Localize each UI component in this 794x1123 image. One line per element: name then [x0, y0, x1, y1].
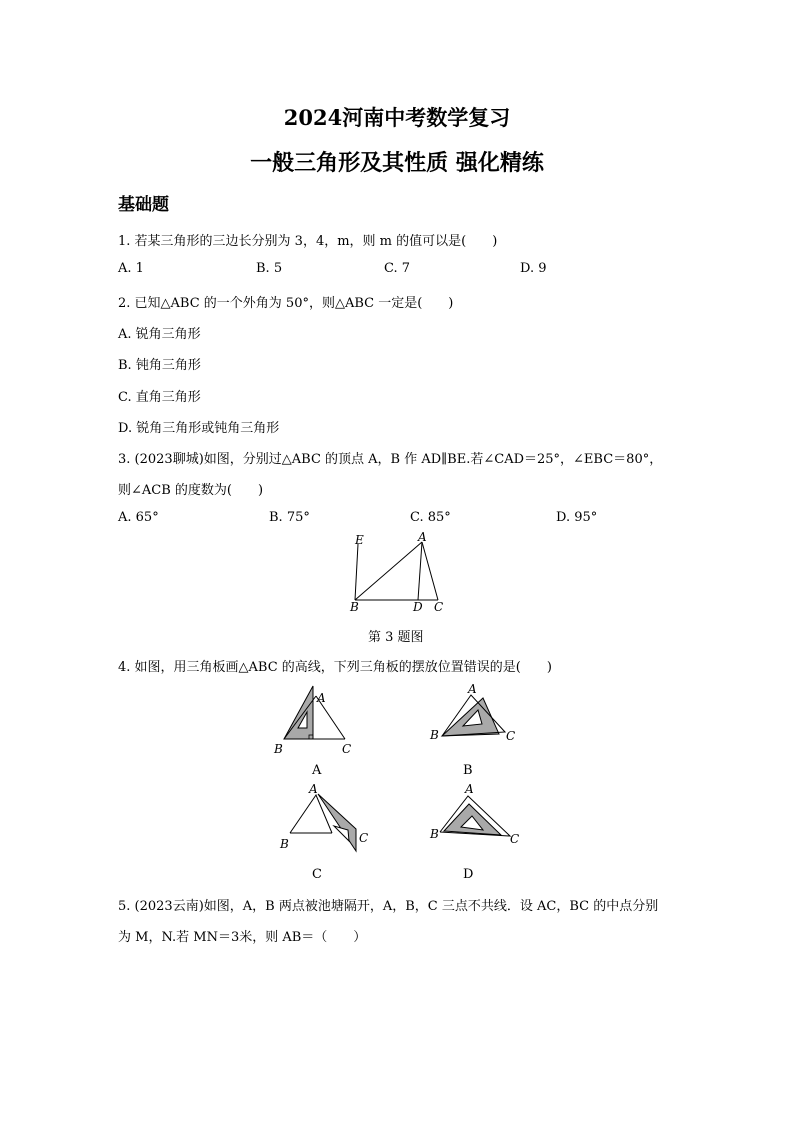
vertex-b: B — [430, 728, 439, 742]
q4-option-a-label[interactable]: A — [312, 763, 322, 778]
vertex-a: A — [465, 782, 474, 796]
q2-option-c[interactable]: C. 直角三角形 — [118, 390, 201, 405]
vertex-b: B — [430, 827, 439, 841]
label-e: E — [355, 533, 364, 547]
segment-ad — [418, 542, 422, 600]
question-3-stem-line1: 3. (2023聊城)如图，分别过△ABC 的顶点 A，B 作 AD∥BE.若∠CAD＝25°，∠EBC＝80°， — [118, 452, 663, 467]
vertex-a: A — [317, 691, 326, 705]
q3-figure — [340, 530, 460, 620]
segment-be — [355, 544, 358, 600]
segment-ba — [355, 542, 422, 600]
q3-figure-caption: 第 3 题图 — [368, 630, 424, 645]
vertex-c: C — [342, 742, 352, 756]
q1-option-d[interactable]: D. 9 — [520, 261, 547, 276]
page-subtitle: 一般三角形及其性质 强化精练 — [250, 150, 544, 176]
label-a: A — [418, 530, 427, 544]
q4-figure-d[interactable] — [426, 782, 526, 850]
question-1-stem: 1. 若某三角形的三边长分别为 3，4，m，则 m 的值可以是( ) — [118, 234, 498, 249]
q2-option-a[interactable]: A. 锐角三角形 — [118, 327, 201, 342]
question-3-stem-line2: 则∠ACB 的度数为( ) — [118, 483, 264, 498]
set-square — [284, 686, 313, 739]
question-2-stem: 2. 已知△ABC 的一个外角为 50°，则△ABC 一定是( ) — [118, 296, 454, 311]
vertex-c: C — [506, 729, 516, 743]
vertex-a: A — [468, 682, 477, 696]
label-c: C — [434, 600, 444, 614]
vertex-a: A — [309, 782, 318, 796]
q1-option-a[interactable]: A. 1 — [118, 261, 144, 276]
label-d: D — [413, 600, 423, 614]
q4-option-c-label[interactable]: C — [312, 867, 322, 882]
q4-figure-b[interactable] — [428, 682, 528, 757]
q3-option-c[interactable]: C. 85° — [410, 510, 451, 525]
q2-option-d[interactable]: D. 锐角三角形或钝角三角形 — [118, 421, 280, 436]
segment-ac — [422, 542, 438, 600]
label-b: B — [350, 600, 359, 614]
set-square — [442, 698, 499, 736]
q4-figure-a[interactable] — [270, 682, 370, 762]
vertex-b: B — [280, 837, 289, 851]
vertex-c: C — [359, 831, 369, 845]
question-4-stem: 4. 如图，用三角板画△ABC 的高线，下列三角板的摆放位置错误的是( ) — [118, 660, 552, 675]
question-5-stem-line2: 为 M，N.若 MN＝3米，则 AB＝（ ） — [118, 930, 367, 945]
vertex-b: B — [274, 742, 283, 756]
section-heading: 基础题 — [118, 195, 169, 215]
vertex-c: C — [510, 832, 520, 846]
q3-option-b[interactable]: B. 75° — [269, 510, 310, 525]
q4-option-b-label[interactable]: B — [463, 763, 473, 778]
page-title: 2024河南中考数学复习 — [283, 105, 511, 130]
q2-option-b[interactable]: B. 钝角三角形 — [118, 358, 201, 373]
q3-option-d[interactable]: D. 95° — [556, 510, 598, 525]
q1-option-b[interactable]: B. 5 — [256, 261, 283, 276]
question-5-stem-line1: 5. (2023云南)如图，A，B 两点被池塘隔开，A，B，C 三点不共线．设 AC，BC 的中点分别 — [118, 899, 659, 914]
q4-figure-c[interactable] — [276, 782, 376, 860]
q3-option-a[interactable]: A. 65° — [118, 510, 159, 525]
q4-option-d-label[interactable]: D — [463, 867, 474, 882]
q1-option-c[interactable]: C. 7 — [384, 261, 411, 276]
set-square — [318, 794, 356, 851]
